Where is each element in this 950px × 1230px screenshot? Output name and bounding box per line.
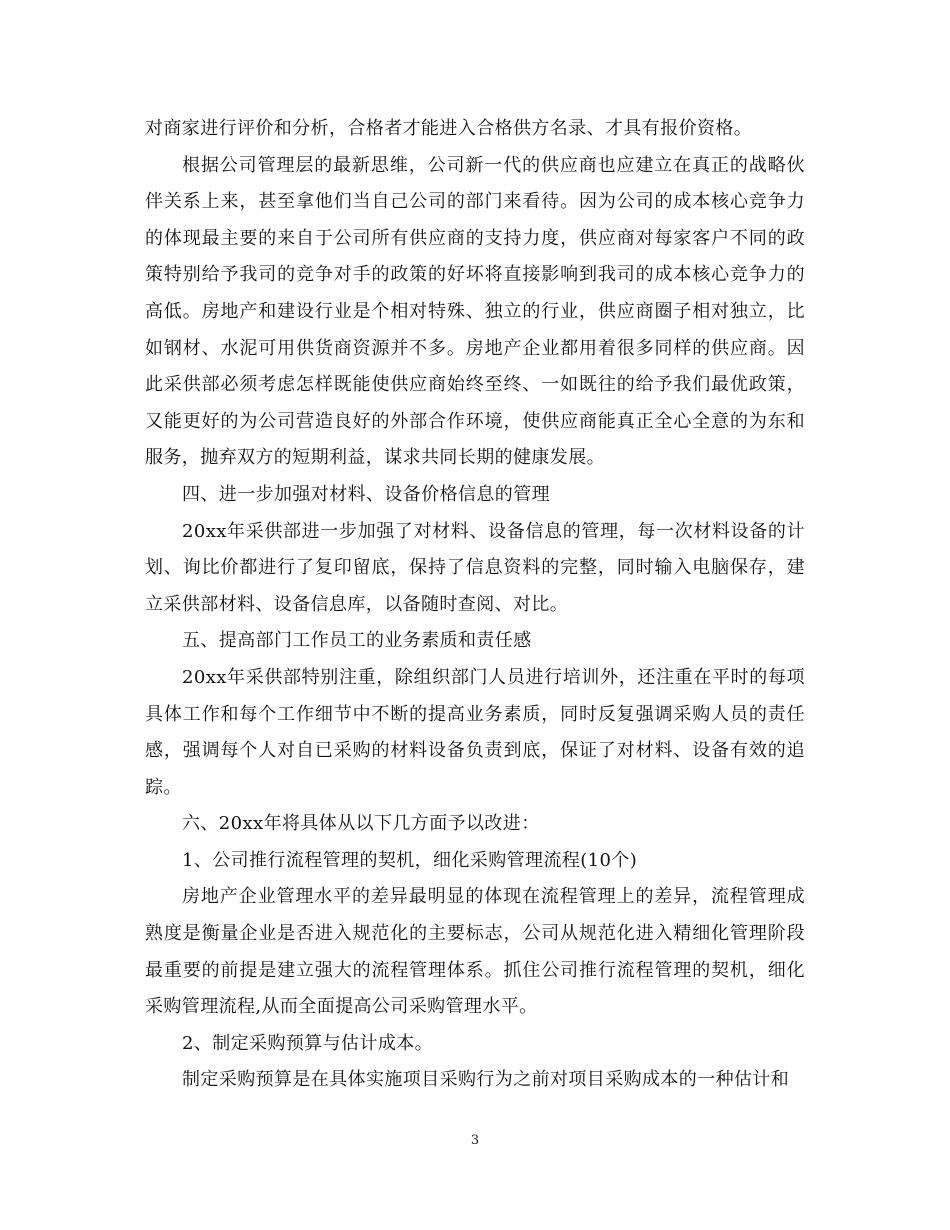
- page-number: 3: [470, 1133, 480, 1148]
- paragraph: 房地产企业管理水平的差异最明显的体现在流程管理上的差异，流程管理成熟度是衡量企业是否进入规范化的主要标志，公司从规范化进入精细化管理阶段最重要的前提是建立强大的流程管理体系。抓住公司推行流程管理的契机，细化采购管理流程,从而全面提高公司采购管理水平。: [145, 886, 805, 1018]
- subsection-heading: 2、制定采购预算与估计成本。: [182, 1032, 434, 1054]
- paragraph: 20xx年采供部进一步加强了对材料、设备信息的管理，每一次材料设备的计划、询比价都进行了复印留底，保持了信息资料的完整，同时输入电脑保存，建立采供部材料、设备信息库，以备随时查阅、对比。: [145, 520, 805, 615]
- section-heading: 五、提高部门工作员工的业务素质和责任感: [182, 630, 532, 652]
- paragraph: 20xx年采供部特别注重，除组织部门人员进行培训外，还注重在平时的每项具体工作和每个工作细节中不断的提高业务素质，同时反复强调采购人员的责任感，强调每个人对自已采购的材料设备负责到底，保证了对材料、设备有效的追踪。: [145, 666, 805, 798]
- subsection-heading: 1、公司推行流程管理的契机，细化采购管理流程(10个): [182, 849, 638, 871]
- paragraph: 对商家进行评价和分析，合格者才能进入合格供方名录、才具有报价资格。: [145, 118, 753, 139]
- section-heading: 四、进一步加强对材料、设备价格信息的管理: [182, 483, 550, 505]
- paragraph: 根据公司管理层的最新思维，公司新一代的供应商也应建立在真正的战略伙伴关系上来，甚至拿他们当自己公司的部门来看待。因为公司的成本核心竞争力的体现最主要的来自于公司所有供应商的支持力度，供应商对每家客户不同的政策特别给予我司的竞争对手的政策的好坏将直接影响到我司的成本核心竞争力的高低。房地产和建设行业是个相对特殊、独立的行业，供应商圈子相对独立，比如钢材、水泥可用供货商资源并不多。房地产企业都用着很多同样的供应商。因此采供部必须考虑怎样既能使供应商始终至终、一如既往的给予我们最优政策，又能更好的为公司营造良好的外部合作环境，使供应商能真正全心全意的为东和服务，抛弃双方的短期利益，谋求共同长期的健康发展。: [145, 154, 805, 469]
- paragraph: 制定采购预算是在具体实施项目采购行为之前对项目采购成本的一种估计和: [182, 1069, 790, 1091]
- document-body: [145, 111, 805, 1099]
- section-heading: 六、20xx年将具体从以下几方面予以改进：: [182, 813, 540, 835]
